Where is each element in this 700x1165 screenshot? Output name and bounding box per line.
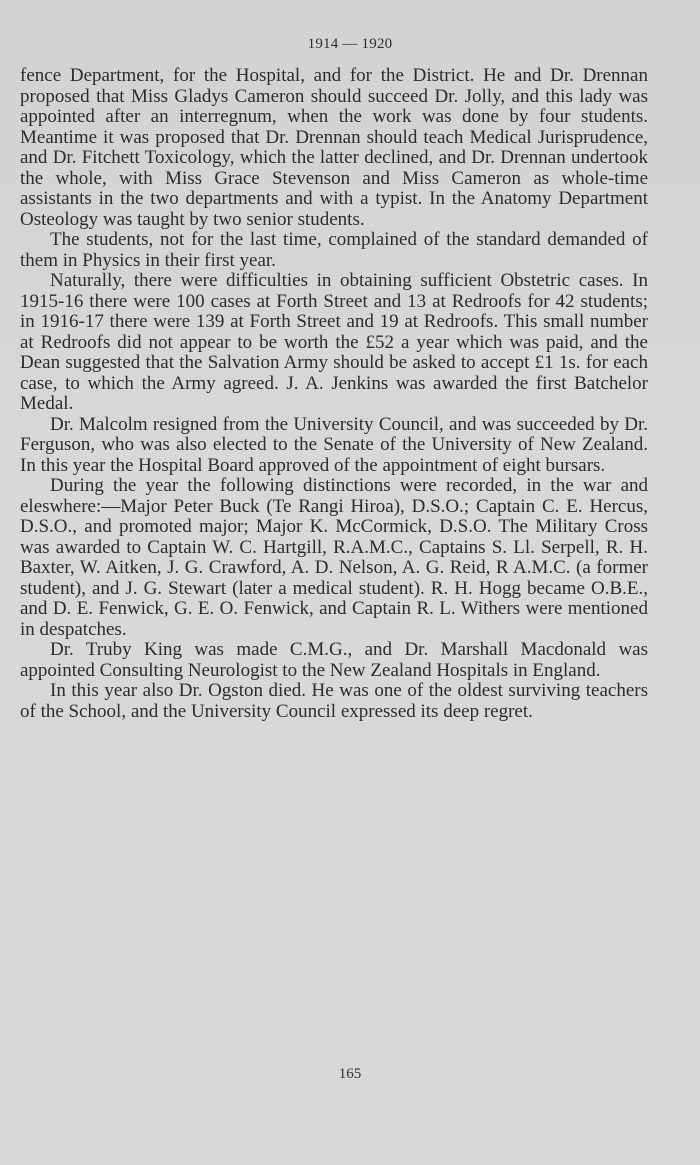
paragraph: Naturally, there were difficulties in obtaining sufficient Obstetric cases. In 1915-16 there were 100 cases at Forth Street and 13 at Redroofs for 42 students; in 1916-17 there were 139 at Forth Street and 19 at Redroofs. This small number at Redroofs did not appear to be worth the £52 a year which was paid, and the Dean suggested that the Salvation Army should be asked to accept £1 1s. for each case, to which the Army agreed. J. A. Jenkins was awarded the first Batchelor Medal.	[20, 270, 648, 414]
running-head: 1914 — 1920	[307, 36, 393, 52]
paragraph: fence Department, for the Hospital, and for the District. He and Dr. Drennan proposed that Miss Gladys Cameron should succeed Dr. Jolly, and this lady was appointed after an interregnum, when the work was done by four students. Meantime it was proposed that Dr. Drennan should teach Medical Jurisprudence, and Dr. Fitchett Toxicology, which the latter declined, and Dr. Drennan undertook the whole, with Miss Grace Stevenson and Miss Cameron as whole-time assistants in the two departments and with a typist. In the Anatomy Department Osteology was taught by two senior students.	[20, 65, 648, 230]
paragraph: Dr. Malcolm resigned from the University Council, and was succeeded by Dr. Ferguson, who was also elected to the Senate of the University of New Zealand. In this year the Hospital Board approved of the appointment of eight bursars.	[20, 413, 648, 476]
paragraph: In this year also Dr. Ogston died. He was one of the oldest surviving teachers of the School, and the University Council expressed its deep regret.	[20, 680, 648, 722]
page-number: 165	[338, 1066, 362, 1082]
paragraph: Dr. Truby King was made C.M.G., and Dr. Marshall Macdonald was appointed Consulting Neurologist to the New Zealand Hospitals in England.	[20, 639, 648, 681]
paragraph: The students, not for the last time, complained of the standard demanded of them in Physics in their first year.	[20, 229, 648, 271]
paragraph: During the year the following distinctions were recorded, in the war and eleswhere:—Major Peter Buck (Te Rangi Hiroa), D.S.O.; Captain C. E. Hercus, D.S.O., and promoted major; Major K. McCormick, D.S.O. The Military Cross was awarded to Captain W. C. Hartgill, R.A.M.C., Captains S. Ll. Serpell, R. H. Baxter, W. Aitken, J. G. Crawford, A. D. Nelson, A. G. Reid, R A.M.C. (a former student), and J. G. Stewart (later a medical student). R. H. Hogg became O.B.E., and D. E. Fenwick, G. E. O. Fenwick, and Captain R. L. Withers were mentioned in despatches.	[20, 475, 648, 640]
body-text	[20, 66, 648, 722]
